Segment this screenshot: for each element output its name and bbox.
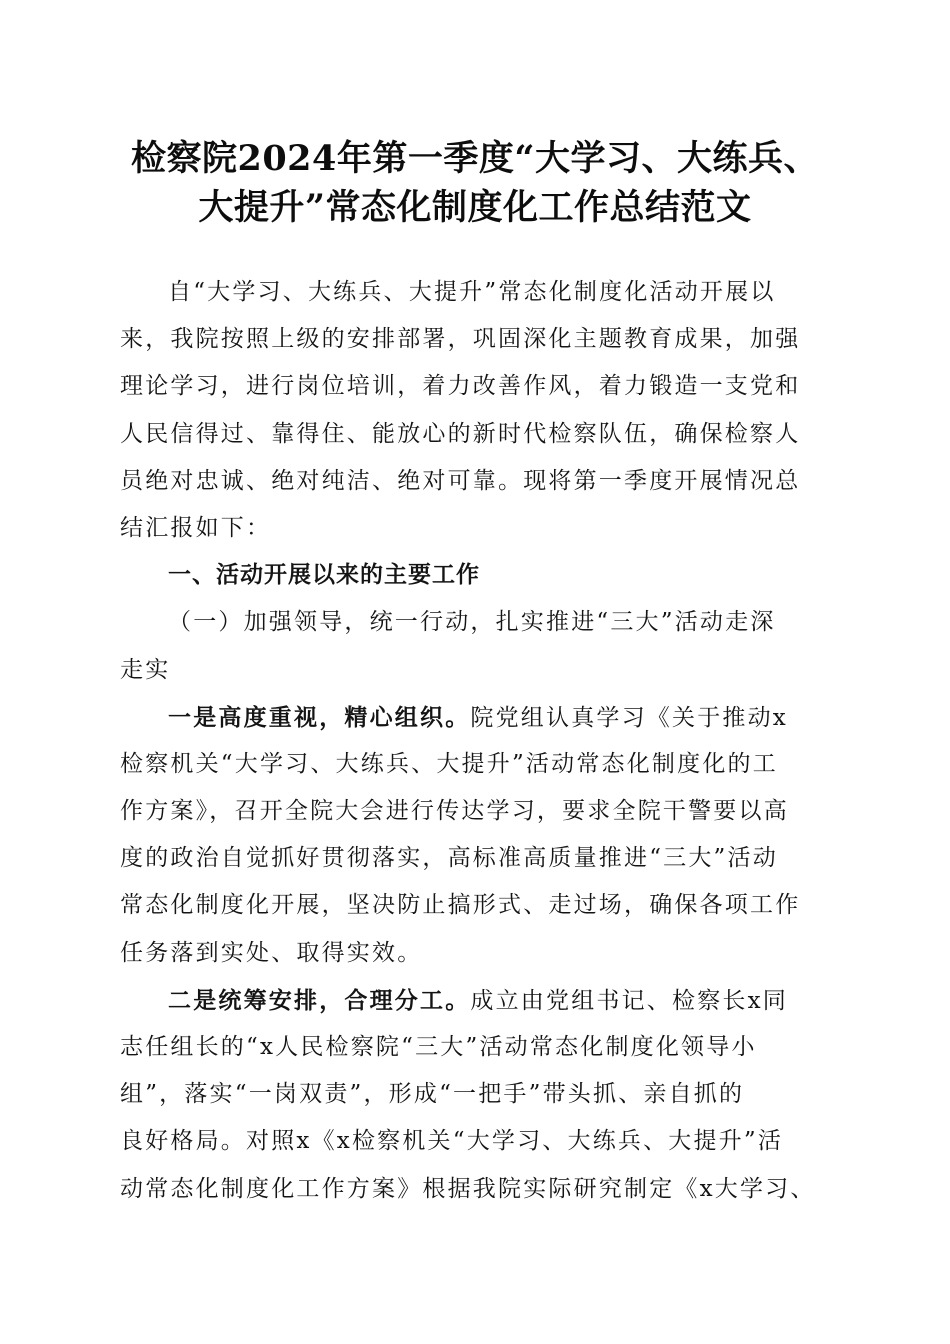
paragraph-1-rest: 院党组认真学习《关于推动x [470,704,788,731]
paragraph-1-line: 检察机关“大学习、大练兵、大提升”活动常态化制度化的工 [120,750,778,777]
intro-line: 自“大学习、大练兵、大提升”常态化制度化活动开展以 [168,279,776,305]
intro-line: 员绝对忠诚、绝对纯洁、绝对可靠。现将第一季度开展情况总 [120,467,801,494]
document-title-line-2: 大提升”常态化制度化工作总结范文 [198,187,752,228]
paragraph-1-lead: 一是高度重视，精心组织。 [168,703,471,731]
intro-line: 结汇报如下： [120,514,272,541]
intro-line: 人民信得过、靠得住、能放心的新时代检察队伍，确保检察人 [120,420,801,447]
paragraph-1-first-line [120,694,832,741]
paragraph-2-lead: 二是统筹安排，合理分工。 [168,986,471,1014]
paragraph-2-first-line [120,977,832,1024]
document-body [120,269,832,1213]
paragraph-1-line: 任务落到实处、取得实效。 [120,939,423,966]
paragraph-1-line: 作方案》，召开全院大会进行传达学习，要求全院干警要以高 [120,798,789,825]
subsection-heading-line: 走实 [120,656,171,683]
paragraph-2-line: 良好格局。对照x《x检察机关“大学习、大练兵、大提升”活 [120,1128,784,1155]
paragraph-1-line: 常态化制度化开展，坚决防止搞形式、走过场，确保各项工作 [120,892,801,919]
paragraph-2-line: 志任组长的“x人民检察院“三大”活动常态化制度化领导小 [120,1034,757,1060]
intro-line: 理论学习，进行岗位培训，着力改善作风，着力锻造一支党和 [120,373,801,400]
intro-line: 来，我院按照上级的安排部署，巩固深化主题教育成果，加强 [120,326,801,353]
paragraph-2-line: 组”，落实“一岗双责”，形成“一把手”带头抓、亲自抓的 [120,1081,745,1108]
paragraph-1-line: 度的政治自觉抓好贯彻落实，高标准高质量推进“三大”活动 [120,845,778,872]
subsection-heading-line: （一）加强领导，统一行动，扎实推进“三大”活动走深 [168,609,776,636]
paragraph-2-line: 动常态化制度化工作方案》根据我院实际研究制定《x大学习、 [120,1175,816,1202]
paragraph-2-rest: 成立由党组书记、检察长x同 [470,987,788,1014]
section-heading: 一、活动开展以来的主要工作 [168,562,480,589]
document-title-line-1: 检察院2024年第一季度“大学习、大练兵、 [130,138,820,179]
